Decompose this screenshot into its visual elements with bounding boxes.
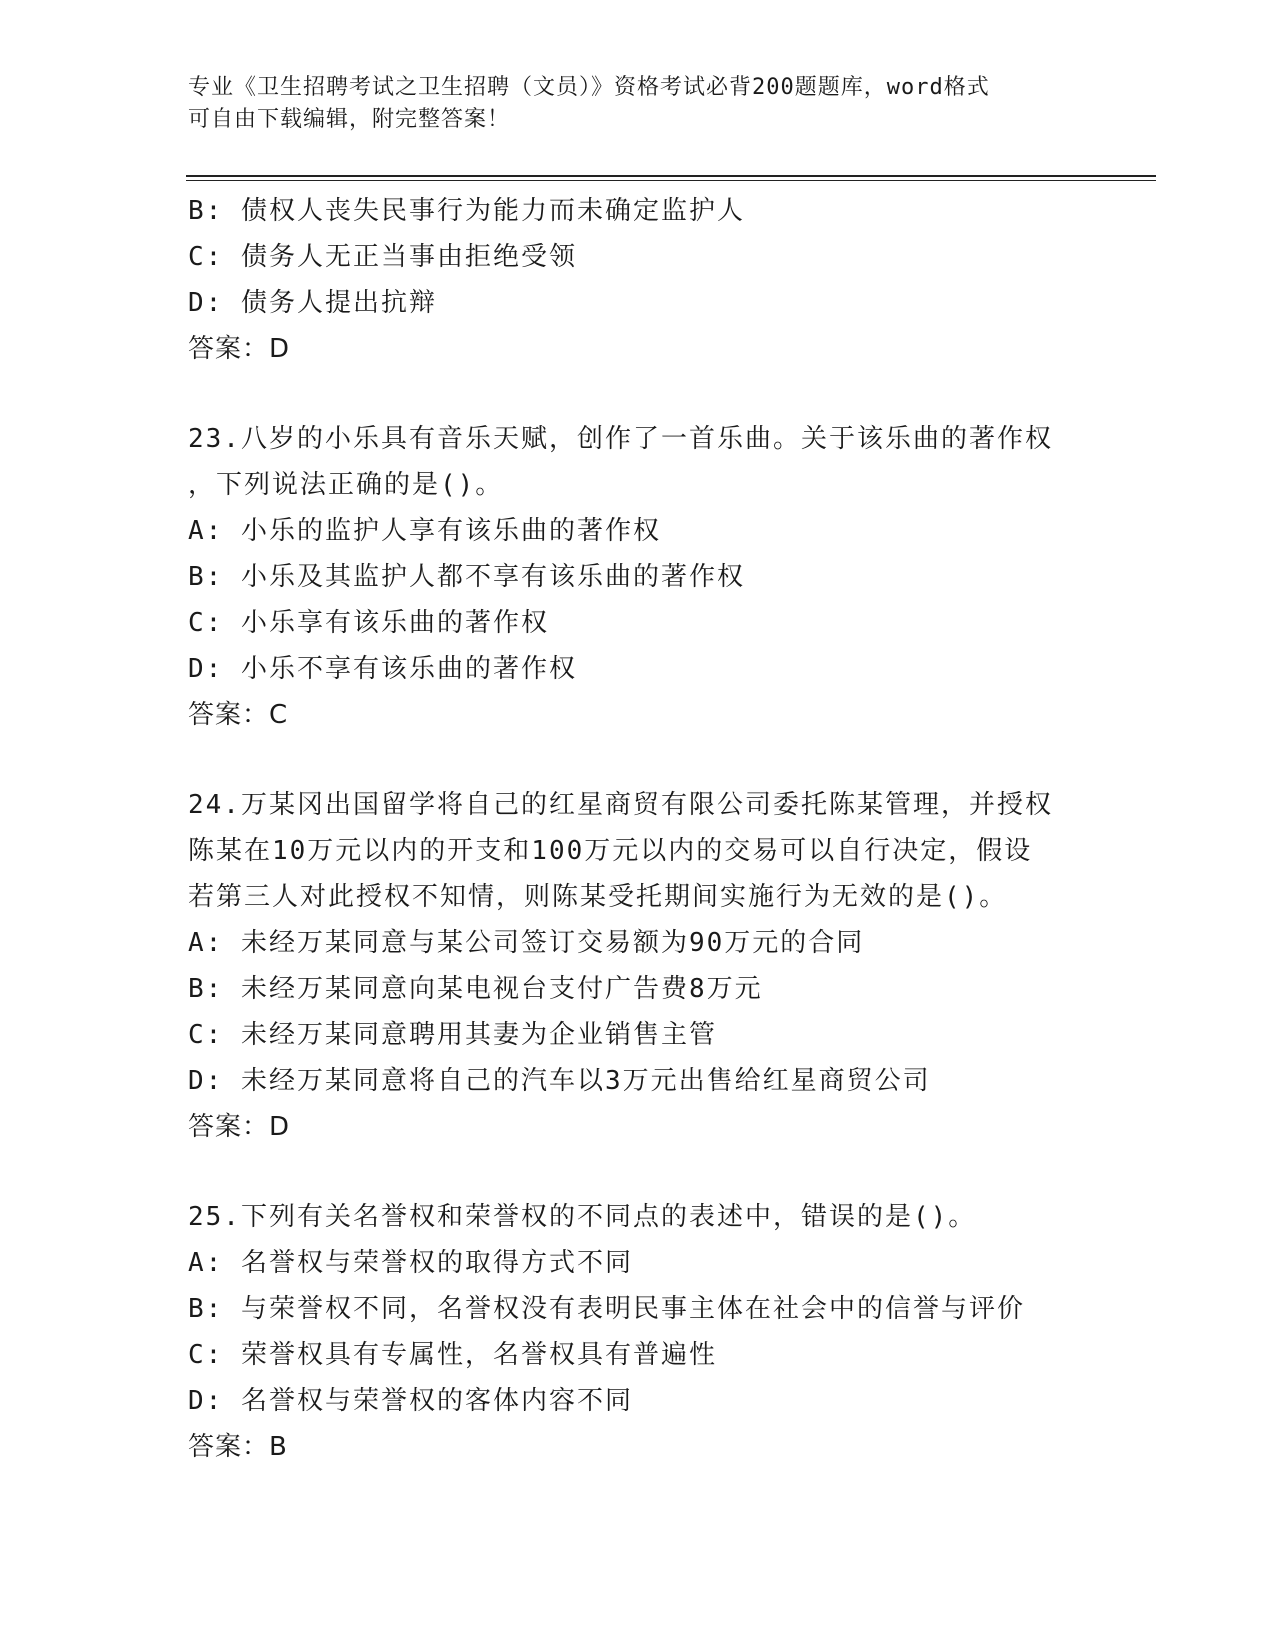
option-c: C: 荣誉权具有专属性，名誉权具有普遍性 [188,1340,717,1370]
header-title-line-1: 专业《卫生招聘考试之卫生招聘（文员）》资格考试必背200题题库，word格式 [188,75,990,100]
option-b: B: 未经万某同意向某电视台支付广告费8万元 [188,974,763,1004]
option-c: C: 未经万某同意聘用其妻为企业销售主管 [188,1020,717,1050]
question-stem-line: 23.八岁的小乐具有音乐天赋，创作了一首乐曲。关于该乐曲的著作权 [188,424,1053,454]
header-divider-thick [186,175,1156,177]
question-23 [188,416,1088,738]
option-b: B: 小乐及其监护人都不享有该乐曲的著作权 [188,562,745,592]
question-25 [188,1194,1088,1470]
option-d: D: 债务人提出抗辩 [188,288,437,318]
answer-line: 答案：C [188,700,289,730]
question-spacer [188,1150,1088,1194]
document-header [188,72,1088,136]
option-b: B: 债权人丧失民事行为能力而未确定监护人 [188,196,745,226]
option-d: D: 未经万某同意将自己的汽车以3万元出售给红星商贸公司 [188,1066,931,1096]
question-list [188,188,1088,1470]
option-b: B: 与荣誉权不同，名誉权没有表明民事主体在社会中的信誉与评价 [188,1294,1025,1324]
answer-line: 答案：B [188,1432,288,1462]
header-divider-thin [186,180,1156,181]
option-d: D: 小乐不享有该乐曲的著作权 [188,654,577,684]
option-c: C: 债务人无正当事由拒绝受领 [188,242,577,272]
option-a: A: 小乐的监护人享有该乐曲的著作权 [188,516,661,546]
option-a: A: 名誉权与荣誉权的取得方式不同 [188,1248,633,1278]
header-title-line-2: 可自由下载编辑，附完整答案！ [188,107,511,132]
question-stem-line: 若第三人对此授权不知情，则陈某受托期间实施行为无效的是()。 [188,882,1008,912]
question-stem-line: 24.万某冈出国留学将自己的红星商贸有限公司委托陈某管理，并授权 [188,790,1053,820]
partial-question [188,188,1088,372]
answer-line: 答案：D [188,1112,291,1142]
question-24 [188,782,1088,1150]
option-d: D: 名誉权与荣誉权的客体内容不同 [188,1386,633,1416]
question-stem-line: 25.下列有关名誉权和荣誉权的不同点的表述中，错误的是()。 [188,1202,977,1232]
question-spacer [188,372,1088,416]
answer-line: 答案：D [188,334,291,364]
question-stem-line: 陈某在10万元以内的开支和100万元以内的交易可以自行决定，假设 [188,836,1033,866]
question-spacer [188,738,1088,782]
option-c: C: 小乐享有该乐曲的著作权 [188,608,549,638]
question-stem-line: ，下列说法正确的是()。 [188,470,504,500]
option-a: A: 未经万某同意与某公司签订交易额为90万元的合同 [188,928,865,958]
